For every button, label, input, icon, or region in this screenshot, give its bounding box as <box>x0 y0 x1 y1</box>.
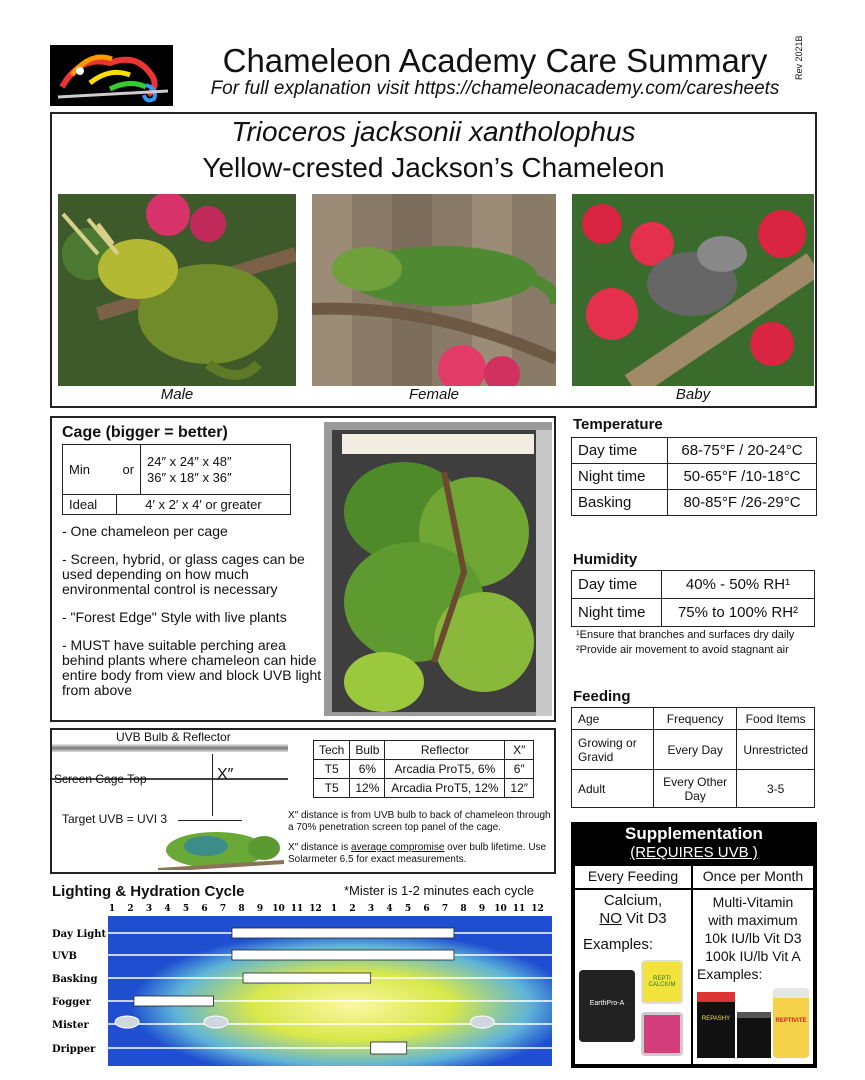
target-uvb-label: Target UVB = UVI 3 <box>62 812 168 826</box>
row-label: Basking <box>52 974 98 985</box>
uvb-note-1: X″ distance is from UVB bulb to back of chameleon through a 70% penetration screen top panel of the cage. <box>288 810 551 833</box>
supplementation-subheading: (REQUIRES UVB ) <box>630 844 758 861</box>
supplementation-section <box>571 822 817 1068</box>
repashy-product <box>697 992 735 1058</box>
cage-bullet-1: - One chameleon per cage <box>62 523 228 539</box>
vit-d3-limit-line: 10k IU/lb Vit D3 <box>704 930 802 946</box>
temp-night-label: Night time <box>572 464 668 490</box>
hour-label: 8 <box>238 904 245 914</box>
feeding-header-frequency: Frequency <box>654 708 737 730</box>
cage-min-size-1: 24″ x 24″ x 48″ <box>147 453 232 469</box>
mister-cloud <box>470 1016 494 1028</box>
hour-label: 11 <box>290 904 304 914</box>
repashy-label: REPASHY <box>701 1016 731 1022</box>
hour-label: 1 <box>108 904 116 914</box>
every-feeding-column <box>575 866 691 1064</box>
temp-day-value: 68-75°F / 20-24°C <box>668 438 817 464</box>
hour-label: 7 <box>441 904 449 914</box>
page-subtitle[interactable]: For full explanation visit https://chameleonacademy.com/caresheets <box>210 78 780 99</box>
hour-label: 2 <box>127 904 134 914</box>
hour-label: 10 <box>272 904 285 914</box>
uvb-row-2-bulb: 12% <box>350 779 385 798</box>
uvb-row-2-reflector: Arcadia ProT5, 12% <box>385 779 505 798</box>
feeding-row-2-age: Adult <box>572 770 654 808</box>
species-section <box>50 112 817 408</box>
temp-night-value: 50-65°F /10-18°C <box>668 464 817 490</box>
row-label: Mister <box>52 1020 89 1031</box>
uvb-note-2-underline: average compromise <box>351 842 445 853</box>
feeding-row-2-frequency: Every Other Day <box>654 770 737 808</box>
temperature-table <box>571 437 817 516</box>
hour-label: 6 <box>201 904 208 914</box>
hour-label: 8 <box>460 904 467 914</box>
cage-size-table <box>62 444 291 515</box>
hour-label: 7 <box>219 904 227 914</box>
uvb-row-2-tech: T5 <box>314 779 350 798</box>
row-label: Dripper <box>52 1044 96 1055</box>
hour-label: 3 <box>367 904 375 914</box>
uvb-header-x: X″ <box>505 741 534 760</box>
row-label: Fogger <box>52 997 91 1008</box>
dripper-bar <box>371 1042 407 1054</box>
feeding-row-1-age: Growing or Gravid <box>572 730 654 770</box>
hour-label: 4 <box>164 904 171 914</box>
earthpro-label: EarthPro-A <box>589 1000 625 1007</box>
uvb-bulb-fixture <box>52 744 288 752</box>
hour-label: 12 <box>531 904 544 914</box>
hour-label: 2 <box>349 904 356 914</box>
scientific-name: Trioceros jacksonii xantholophus <box>231 116 636 147</box>
humidity-note-2: ²Provide air movement to avoid stagnant air <box>576 644 789 656</box>
hour-label: 6 <box>423 904 430 914</box>
repti-calcium-product <box>641 960 683 1004</box>
uvb-note-2-suffix: over bulb lifetime. Use Solarmeter 6.5 for exact measurements. <box>288 842 547 865</box>
feeding-row-1-frequency: Every Day <box>654 730 737 770</box>
temperature-heading: Temperature <box>573 416 663 433</box>
uvb-row-1-bulb: 6% <box>350 760 385 779</box>
hour-label: 1 <box>330 904 338 914</box>
repti-calcium-label: REPTI CALCIUM <box>648 976 676 988</box>
cage-min-label: Min <box>63 445 117 495</box>
distance-label: X″ <box>217 766 234 783</box>
uvb-section <box>50 728 556 874</box>
hour-label: 3 <box>145 904 153 914</box>
feeding-heading: Feeding <box>573 688 631 705</box>
every-feeding-examples: Examples: <box>583 936 654 953</box>
hour-label: 9 <box>256 904 264 914</box>
humidity-day-value: 40% - 50% RH¹ <box>662 571 815 599</box>
earthpro-product <box>579 970 635 1042</box>
mister-note: *Mister is 1-2 minutes each cycle <box>344 883 535 898</box>
humidity-note-1: ¹Ensure that branches and surfaces dry daily <box>576 629 795 641</box>
cycle-bar <box>232 928 454 938</box>
cage-bullet-3: - "Forest Edge" Style with live plants <box>62 609 287 625</box>
screen-cage-top-label: Screen Cage Top <box>54 772 147 786</box>
temp-day-label: Day time <box>572 438 668 464</box>
cage-min-size-2: 36″ x 18″ x 36″ <box>147 469 232 485</box>
feeding-row-2-food: 3-5 <box>737 770 815 808</box>
humidity-day-label: Day time <box>572 571 662 599</box>
cycle-bar <box>134 996 214 1006</box>
no-vit-d3-line <box>575 910 691 927</box>
uvb-header-tech: Tech <box>314 741 350 760</box>
temp-basking-label: Basking <box>572 490 668 516</box>
feeding-table <box>571 707 815 808</box>
hour-label: 4 <box>386 904 393 914</box>
uvb-table <box>313 740 534 798</box>
chameleon-academy-logo <box>50 45 173 106</box>
revision-label: Rev 2021B <box>794 35 804 80</box>
cycle-bar <box>232 950 454 960</box>
calcium-tub-product <box>641 1012 683 1056</box>
reptivite-label: REPTIVITE <box>775 1018 807 1024</box>
hour-label: 10 <box>494 904 507 914</box>
male-photo <box>58 194 296 386</box>
hour-label: 5 <box>182 904 190 914</box>
uvb-header-reflector: Reflector <box>385 741 505 760</box>
hour-label: 9 <box>478 904 486 914</box>
hour-label: 11 <box>512 904 526 914</box>
monthly-examples: Examples: <box>697 966 763 982</box>
lighting-cycle-chart <box>50 900 556 1068</box>
cage-ideal-size: 4′ x 2′ x 4′ or greater <box>117 495 291 515</box>
feeding-row-1-food: Unrestricted <box>737 730 815 770</box>
vit-d3-label: Vit D3 <box>621 910 667 927</box>
supplementation-heading: Supplementation <box>625 824 763 843</box>
lighting-heading: Lighting & Hydration Cycle <box>52 883 245 900</box>
lighting-cycle-svg <box>50 900 556 1068</box>
humidity-night-value: 75% to 100% RH² <box>662 599 815 627</box>
humidity-heading: Humidity <box>573 551 638 568</box>
daylight-gradient <box>108 916 552 1066</box>
once-per-month-heading: Once per Month <box>702 868 804 884</box>
baby-photo <box>572 194 814 386</box>
photo-caption-male: Male <box>160 386 194 403</box>
cage-bullet-4: - MUST have suitable perching area behind plants where chameleon can hide entire body from view and block UVB light from above <box>62 637 322 698</box>
feeding-header-food: Food Items <box>737 708 815 730</box>
multivitamin-tub-product <box>737 1012 771 1058</box>
photo-caption-female: Female <box>408 386 460 403</box>
humidity-night-label: Night time <box>572 599 662 627</box>
mister-cloud <box>115 1016 139 1028</box>
feeding-header-age: Age <box>572 708 654 730</box>
mister-cloud <box>204 1016 228 1028</box>
maximum-line: with maximum <box>708 912 798 928</box>
row-label: Day Light <box>52 929 107 940</box>
female-photo <box>312 194 556 386</box>
cage-bullet-2: - Screen, hybrid, or glass cages can be used depending on how much environmental control is necessary <box>62 551 305 597</box>
cage-min-sizes <box>141 445 291 495</box>
cage-section <box>50 416 556 722</box>
once-per-month-column <box>693 866 813 1064</box>
every-feeding-heading: Every Feeding <box>587 868 679 884</box>
temp-basking-value: 80-85°F /26-29°C <box>668 490 817 516</box>
uvb-row-1-x: 6″ <box>505 760 534 779</box>
uvb-bulb-label: UVB Bulb & Reflector <box>116 730 231 744</box>
uvb-row-1-reflector: Arcadia ProT5, 6% <box>385 760 505 779</box>
distance-arrow <box>212 754 213 816</box>
photo-caption-baby: Baby <box>675 386 711 403</box>
cage-photo <box>324 422 552 716</box>
common-name: Yellow-crested Jackson’s Chameleon <box>202 152 665 183</box>
cage-ideal-label: Ideal <box>63 495 117 515</box>
reptivite-product <box>773 988 809 1058</box>
cage-or-label: or <box>117 445 141 495</box>
hour-label: 12 <box>309 904 322 914</box>
calcium-line: Calcium, <box>603 892 663 909</box>
uvb-row-1-tech: T5 <box>314 760 350 779</box>
target-line <box>178 820 242 821</box>
cage-heading: Cage (bigger = better) <box>62 424 228 441</box>
cycle-bar <box>243 973 371 983</box>
chameleon-illustration <box>156 826 286 875</box>
vit-a-limit-line: 100k IU/lb Vit A <box>705 948 801 964</box>
no-label: NO <box>599 910 622 927</box>
page-title: Chameleon Academy Care Summary <box>222 42 768 79</box>
multivitamin-line: Multi-Vitamin <box>712 894 794 910</box>
hour-label: 5 <box>404 904 412 914</box>
uvb-header-bulb: Bulb <box>350 741 385 760</box>
uvb-note-2 <box>288 842 558 866</box>
uvb-row-2-x: 12″ <box>505 779 534 798</box>
humidity-table <box>571 570 815 627</box>
uvb-note-2-prefix: X″ distance is <box>288 842 352 853</box>
row-label: UVB <box>52 951 77 962</box>
